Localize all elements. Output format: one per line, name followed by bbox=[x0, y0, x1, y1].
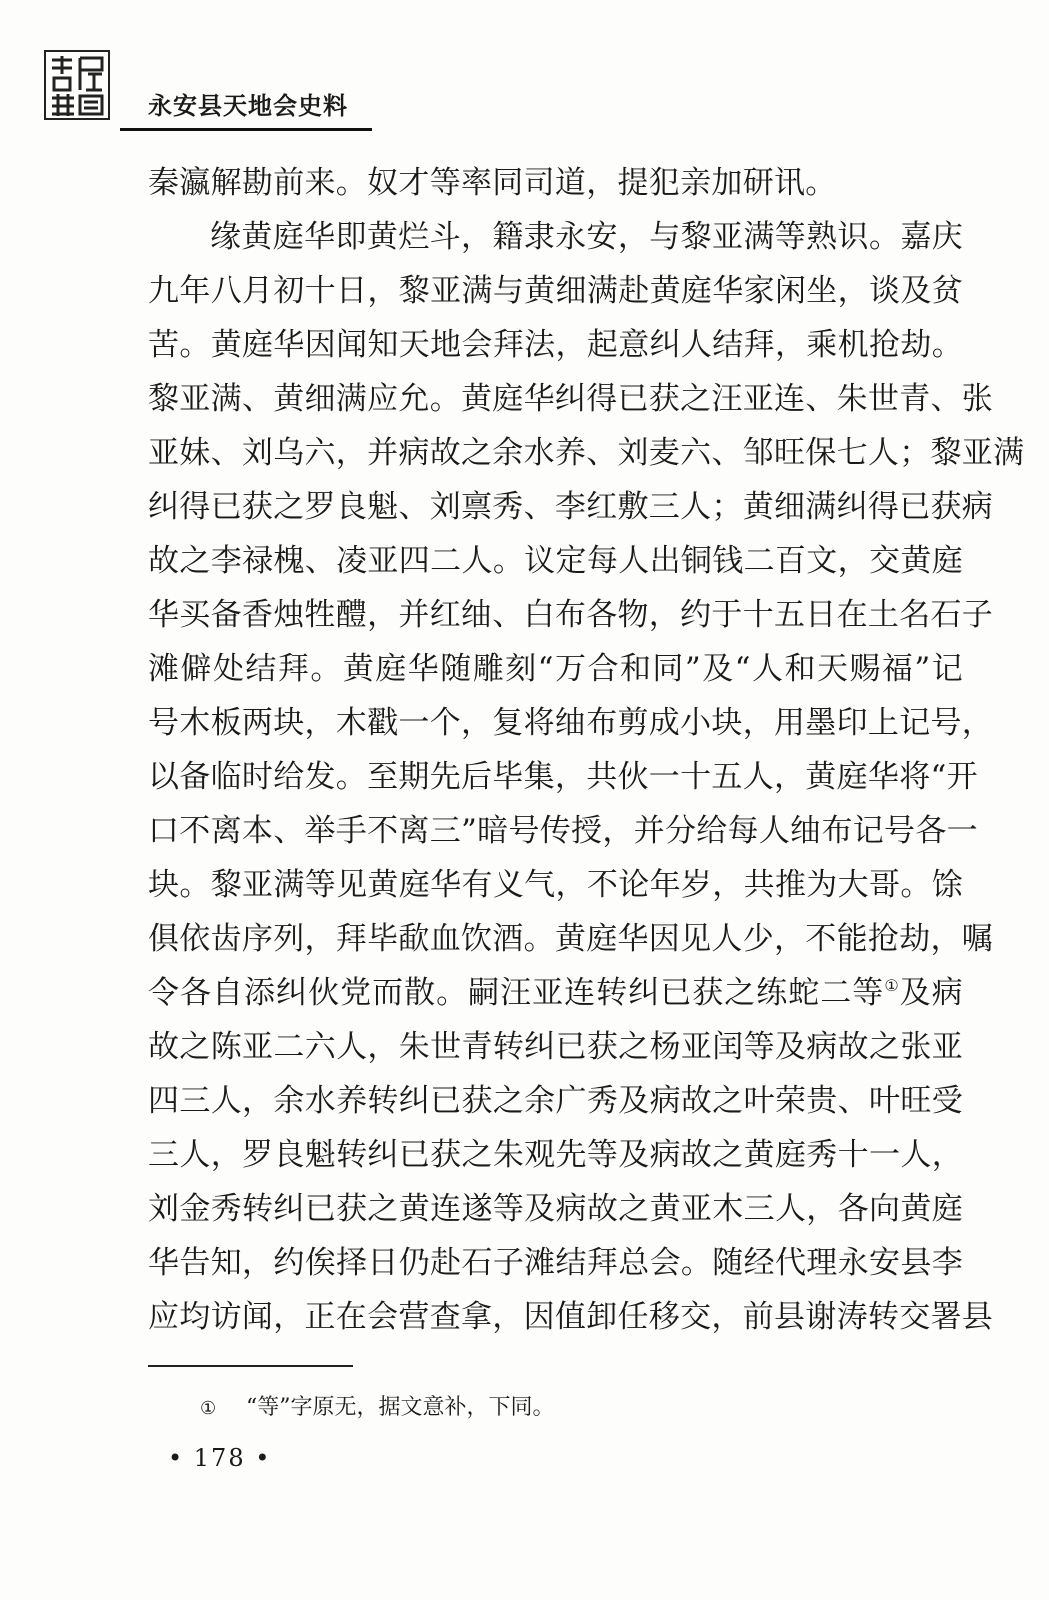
text-line: 故之陈亚二六人，朱世青转纠已获之杨亚闰等及病故之张亚 bbox=[148, 1029, 963, 1065]
page-number: • 178 • bbox=[168, 1444, 272, 1472]
text-line: 以备临时给发。至期先后毕集，共伙一十五人，黄庭华将“开 bbox=[148, 759, 978, 795]
text-line-tail: 及病 bbox=[899, 975, 963, 1011]
footnote-text: “等”字原无，据文意补，下同。 bbox=[246, 1395, 555, 1420]
footnote-mark: ① bbox=[200, 1398, 217, 1419]
header-rule bbox=[120, 128, 372, 131]
text-line: 号木板两块，木戳一个，复将䌷布剪成小块，用墨印上记号， bbox=[148, 705, 994, 741]
text-line: 九年八月初十日，黎亚满与黄细满赴黄庭华家闲坐，谈及贫 bbox=[148, 273, 963, 309]
text-line: 缘黄庭华即黄烂斗，籍隶永安，与黎亚满等熟识。嘉庆 bbox=[210, 219, 963, 255]
text-line: 华买备香烛牲醴，并红䌷、白布各物，约于十五日在土名石子 bbox=[148, 597, 994, 633]
text-line: 苦。黄庭华因闻知天地会拜法，起意纠人结拜，乘机抢劫。 bbox=[148, 327, 963, 363]
text-line: 应均访闻，正在会营查拿，因值卸任移交，前县谢涛转交署县 bbox=[148, 1299, 994, 1335]
text-line: 华告知，约俟择日仍赴石子滩结拜总会。随经代理永安县李 bbox=[148, 1245, 963, 1281]
text-line: 纠得已获之罗良魁、刘禀秀、李红敷三人；黄细满纠得已获病 bbox=[148, 489, 994, 525]
footnote-reference[interactable]: ① bbox=[884, 976, 900, 995]
text-line-head: 令各自添纠伙党而散。嗣汪亚连转纠已获之练蛇二等 bbox=[148, 975, 885, 1011]
body-text bbox=[148, 156, 1025, 1344]
footnote-rule bbox=[148, 1365, 353, 1367]
text-line: 俱依齿序列，拜毕歃血饮酒。黄庭华因见人少，不能抢劫，嘱 bbox=[148, 921, 994, 957]
text-line: 秦瀛解勘前来。奴才等率同司道，提犯亲加研讯。 bbox=[148, 165, 837, 201]
text-line: 口不离本、举手不离三”暗号传授，并分给每人䌷布记号各一 bbox=[148, 813, 978, 849]
text-line: 四三人，余水养转纠已获之余广秀及病故之叶荣贵、叶旺受 bbox=[148, 1083, 963, 1119]
text-line: 亚妹、刘乌六，并病故之余水养、刘麦六、邹旺保七人；黎亚满 bbox=[148, 435, 1025, 471]
seal-logo-icon bbox=[44, 50, 110, 120]
text-line: 故之李禄槐、凌亚四二人。议定每人出铜钱二百文，交黄庭 bbox=[148, 543, 963, 579]
text-line: 块。黎亚满等见黄庭华有义气，不论年岁，共推为大哥。馀 bbox=[148, 867, 963, 903]
text-line: 刘金秀转纠已获之黄连遂等及病故之黄亚木三人，各向黄庭 bbox=[148, 1191, 963, 1227]
footnote bbox=[200, 1393, 555, 1424]
text-line-with-footnote bbox=[148, 966, 963, 1020]
running-title: 永安县天地会史料 bbox=[148, 92, 348, 120]
text-line: 黎亚满、黄细满应允。黄庭华纠得已获之汪亚连、朱世青、张 bbox=[148, 381, 994, 417]
text-line: 滩僻处结拜。黄庭华随雕刻“万合和同”及“人和天赐福”记 bbox=[148, 651, 963, 687]
text-line: 三人，罗良魁转纠已获之朱观先等及病故之黄庭秀十一人， bbox=[148, 1137, 963, 1173]
